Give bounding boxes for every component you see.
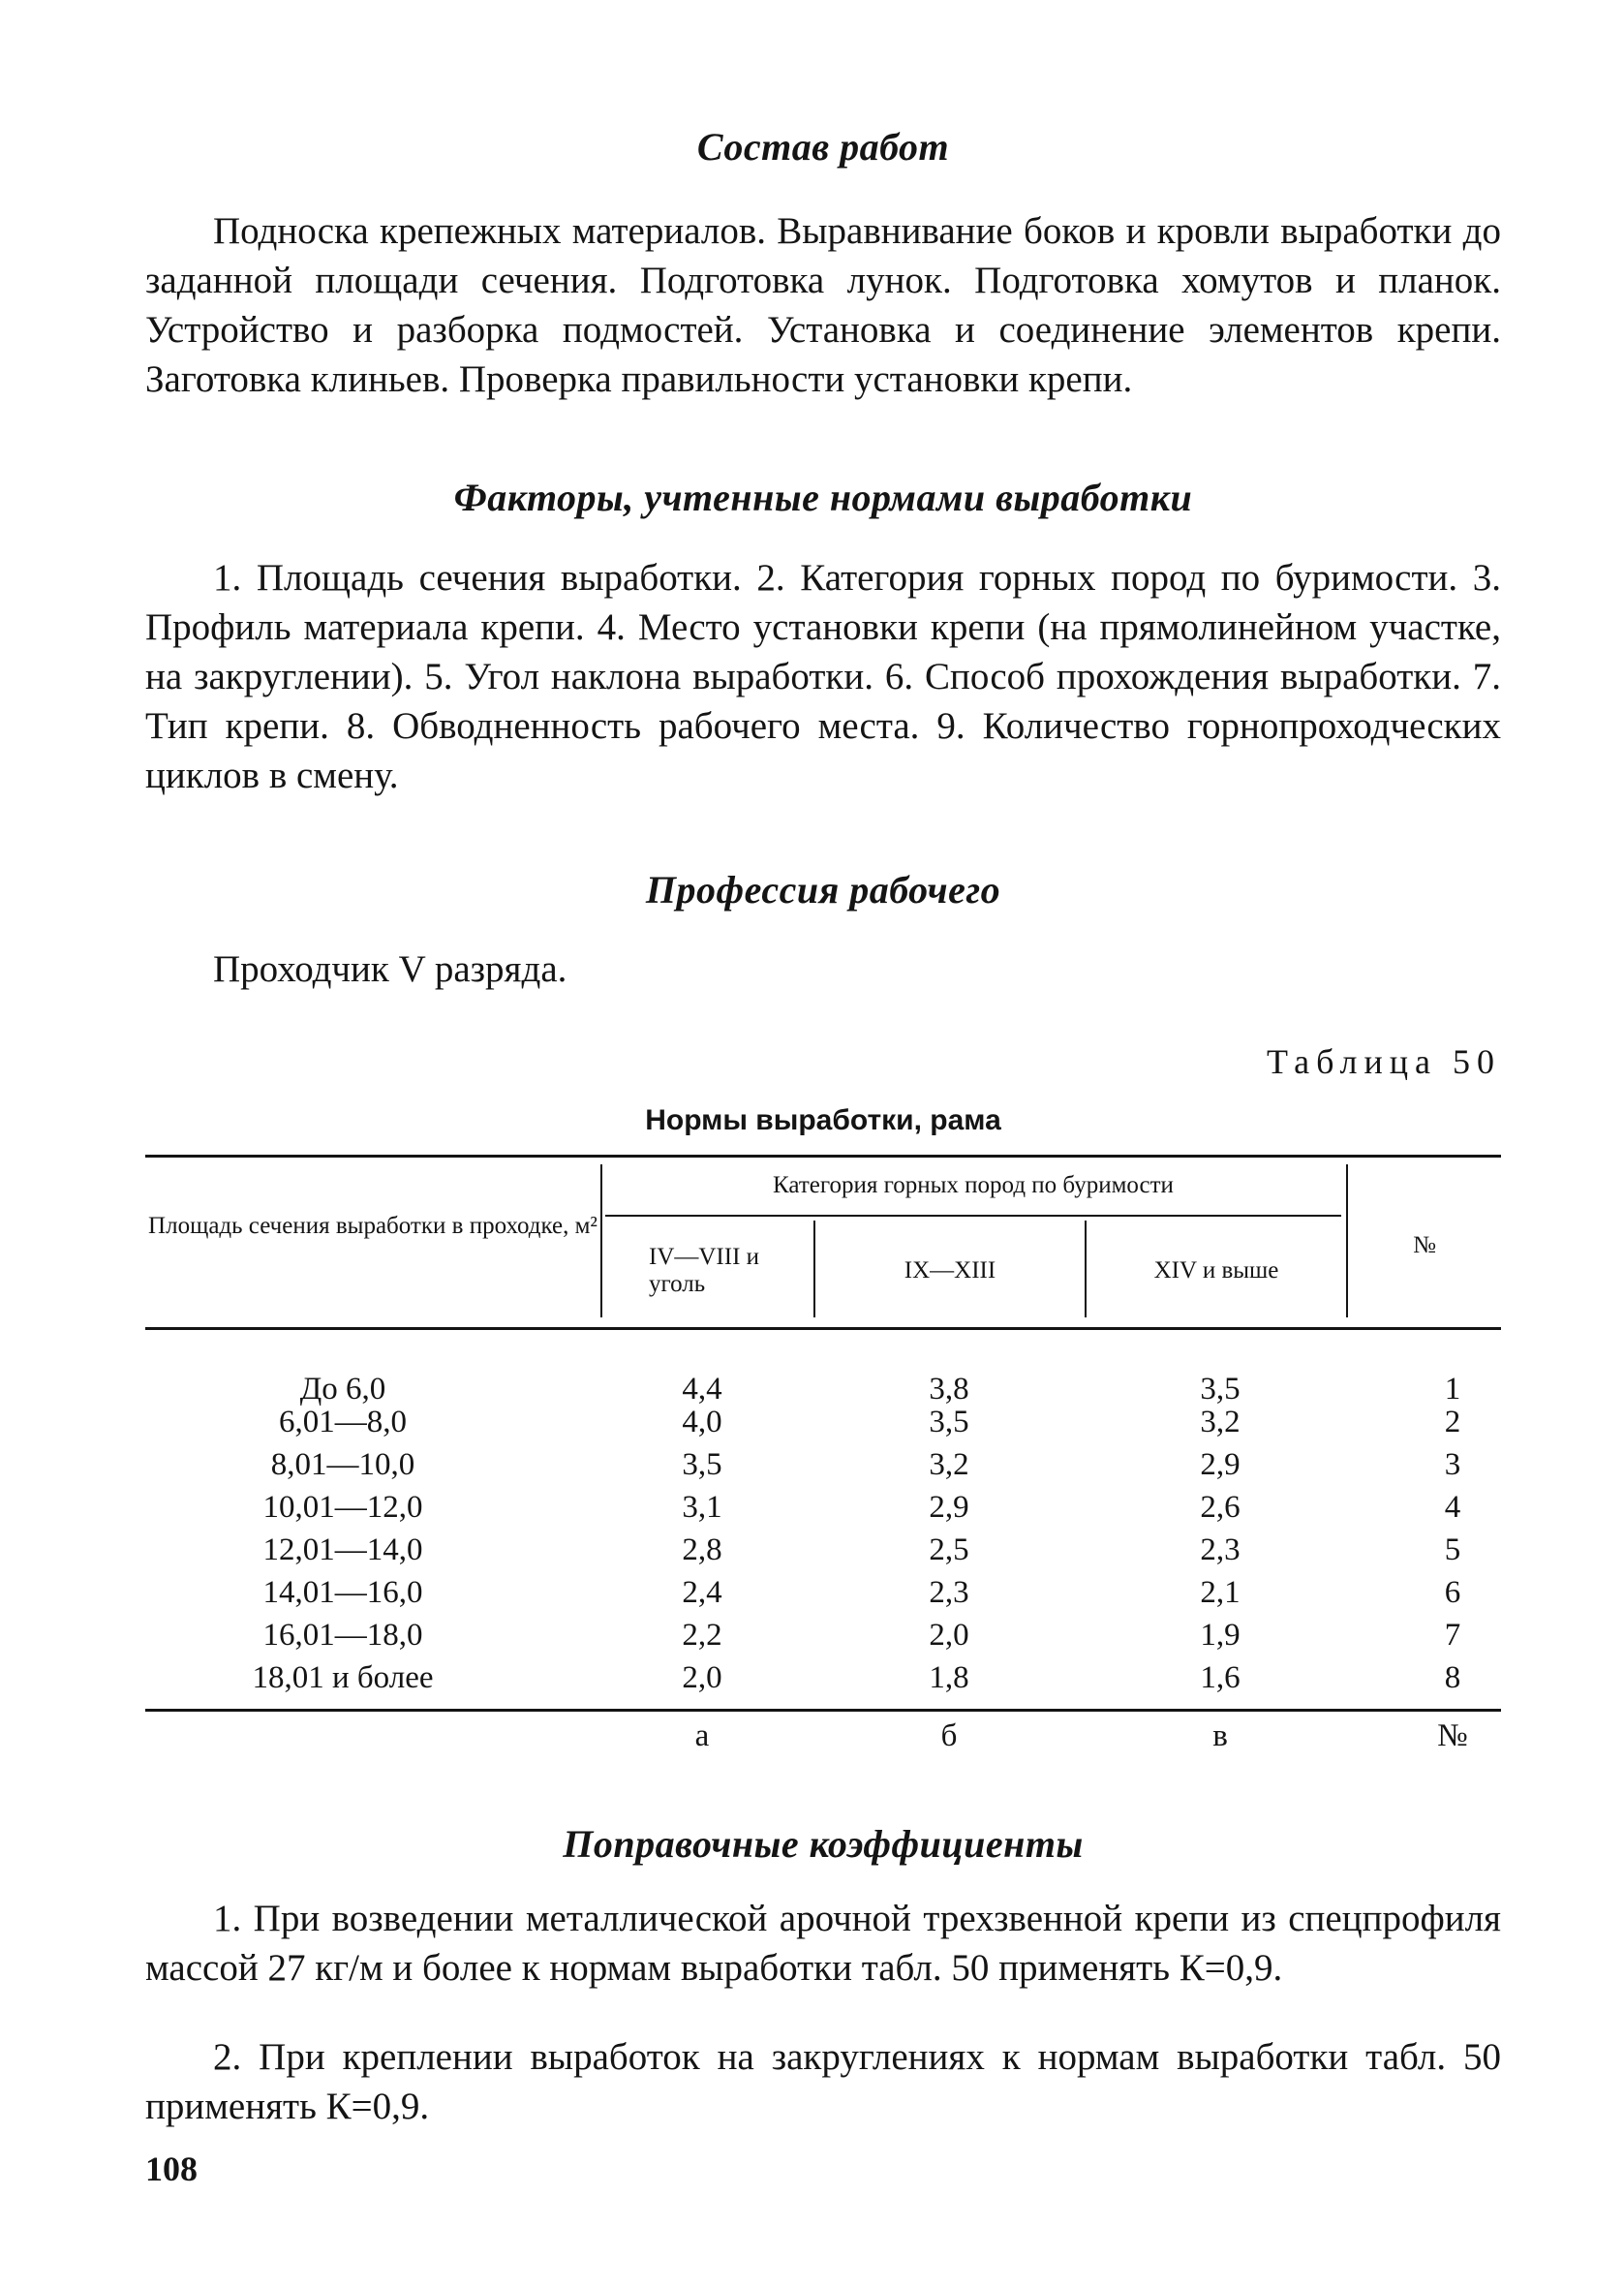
profession-text: Проходчик V разряда. <box>213 948 567 990</box>
area-cell: 12,01—14,0 <box>262 1532 423 1567</box>
correction-item-1: 1. При возведении металлической арочной трехзвенной крепи из спецпрофиля массой 27 кг/м и более к нормам выработки табл. 50 применять К=0,9. <box>145 1898 1501 1989</box>
value-a: 2,0 <box>682 1660 722 1695</box>
composition-heading: Состав работ <box>696 125 950 169</box>
header-vline <box>600 1164 602 1317</box>
value-a: 2,8 <box>682 1532 722 1567</box>
table-bottom-rule <box>145 1709 1501 1712</box>
area-cell: 6,01—8,0 <box>279 1405 407 1439</box>
footer-c: в <box>1212 1718 1228 1753</box>
profession-heading: Профессия рабочего <box>645 868 1001 912</box>
table-label: Таблица 50 <box>1267 1042 1501 1081</box>
value-c: 3,5 <box>1200 1372 1241 1407</box>
value-a: 4,0 <box>682 1405 722 1439</box>
value-c: 1,9 <box>1200 1618 1241 1653</box>
footer-num: № <box>1437 1718 1468 1753</box>
header-num: № <box>1413 1232 1436 1258</box>
document-page <box>145 0 1501 2289</box>
row-number: 2 <box>1444 1405 1461 1439</box>
value-c: 2,1 <box>1200 1575 1241 1610</box>
row-number: 8 <box>1444 1660 1461 1695</box>
value-a: 2,4 <box>682 1575 722 1610</box>
row-number: 5 <box>1444 1532 1461 1567</box>
header-category: Категория горных пород по буримости <box>773 1172 1174 1198</box>
value-b: 3,5 <box>929 1405 969 1439</box>
row-number: 3 <box>1444 1447 1461 1482</box>
correction-item-2: 2. При креплении выработок на закруглениях к нормам выработки табл. 50 применять К=0,9. <box>145 2036 1501 2127</box>
factors-text: 1. Площадь сечения выработки. 2. Категория горных пород по буримости. 3. Профиль материала крепи. 4. Место установки крепи (на прямолинейном участке, на закруглении). 5. Угол наклона выработки. 6. Способ прохождения выработки. 7. Тип крепи. 8. Обводненность рабочего места. 9. Количество горнопроходческих циклов в смену. <box>145 557 1501 796</box>
table-header-rule <box>145 1327 1501 1330</box>
area-cell: 10,01—12,0 <box>262 1490 423 1525</box>
header-col-b: IX—XIII <box>904 1257 996 1284</box>
value-b: 2,3 <box>929 1575 969 1610</box>
page-number: 108 <box>145 2150 198 2188</box>
row-number: 4 <box>1444 1490 1461 1525</box>
table-title: Нормы выработки, рама <box>645 1104 1001 1136</box>
value-b: 2,9 <box>929 1490 969 1525</box>
area-cell: 18,01 и более <box>252 1660 434 1695</box>
norms-table <box>145 1155 1501 1753</box>
value-b: 3,2 <box>929 1447 969 1482</box>
factors-heading: Факторы, учтенные нормами выработки <box>453 476 1193 519</box>
header-sub-rule <box>605 1215 1341 1217</box>
value-b: 2,0 <box>929 1618 969 1653</box>
area-cell: До 6,0 <box>299 1372 386 1407</box>
value-b: 3,8 <box>929 1372 969 1407</box>
header-area: Площадь сечения выработки в проходке, м² <box>148 1213 598 1239</box>
row-number: 1 <box>1444 1372 1461 1407</box>
row-number: 6 <box>1444 1575 1461 1610</box>
value-c: 1,6 <box>1200 1660 1241 1695</box>
value-c: 3,2 <box>1200 1405 1241 1439</box>
header-col-c: XIV и выше <box>1153 1257 1279 1284</box>
corrections-heading: Поправочные коэффициенты <box>563 1822 1084 1866</box>
value-c: 2,3 <box>1200 1532 1241 1567</box>
value-a: 4,4 <box>682 1372 722 1407</box>
area-cell: 14,01—16,0 <box>262 1575 423 1610</box>
composition-text: Подноска крепежных материалов. Выравнивание боков и кровли выработки до заданной площади сечения. Подготовка лунок. Подготовка хомутов и планок. Устройство и разборка подмостей. Установка и соединение элементов крепи. Заготовка клиньев. Проверка правильности установки крепи. <box>145 210 1501 400</box>
area-cell: 8,01—10,0 <box>270 1447 415 1482</box>
footer-a: а <box>694 1718 710 1753</box>
area-cell: 16,01—18,0 <box>262 1618 423 1653</box>
value-a: 3,5 <box>682 1447 722 1482</box>
value-b: 1,8 <box>929 1660 969 1695</box>
value-c: 2,6 <box>1200 1490 1241 1525</box>
row-number: 7 <box>1444 1618 1461 1653</box>
value-a: 2,2 <box>682 1618 722 1653</box>
value-a: 3,1 <box>682 1490 722 1525</box>
value-c: 2,9 <box>1200 1447 1241 1482</box>
footer-b: б <box>940 1718 958 1753</box>
header-col-a: IV—VIII и уголь <box>649 1244 760 1297</box>
table-top-rule <box>145 1155 1501 1158</box>
value-b: 2,5 <box>929 1532 969 1567</box>
